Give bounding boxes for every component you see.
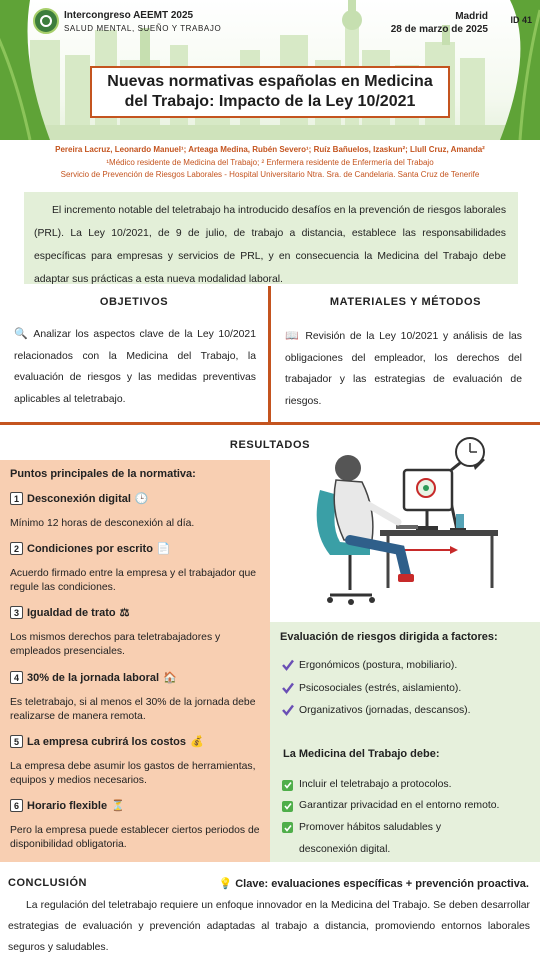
conclusion-block (8, 895, 530, 958)
check-icon (282, 704, 294, 716)
author-names: Pereira Lacruz, Leonardo Manuel¹; Arteaga Medina, Rubén Severo¹; Ruíz Bañuelos, Izaskun²; Llull Cruz, Amanda² (55, 145, 485, 154)
medicina-item-privacidad (282, 795, 532, 817)
conference-city: Madrid (455, 11, 488, 22)
book-icon: 📖 (285, 330, 301, 342)
introduction-box (24, 192, 518, 284)
point-title: La empresa cubrirá los costos (27, 735, 186, 748)
evaluacion-heading: Evaluación de riesgos dirigida a factores: (280, 631, 498, 643)
point-number: 3 (10, 606, 23, 619)
point-6-description: Pero la empresa puede establecer ciertos periodos de disponibilidad obligatoria. (10, 825, 260, 850)
section-divider-vertical (268, 286, 271, 422)
medicina-item-text: Promover hábitos saludables y desconexión digital. (299, 822, 442, 855)
lightbulb-icon: 💡 (218, 878, 233, 890)
point-number: 2 (10, 542, 23, 555)
metodos-text: Revisión de la Ley 10/2021 y análisis de las obligaciones del empleador, los derechos del trabajador y las estrategias de evaluación de riesgos. (285, 331, 522, 407)
medicina-item-text: Incluir el teletrabajo a protocolos. (299, 779, 452, 790)
check-box-icon (282, 822, 293, 833)
point-2 (10, 542, 171, 555)
conclusion-title: CONCLUSIÓN (8, 877, 87, 889)
point-title: Desconexión digital (27, 492, 131, 505)
objetivos-text: Analizar los aspectos clave de la Ley 10/2021 relacionados con la Medicina del Trabajo, la evaluación de riesgos y las medidas preventivas aplicables al teletrabajo. (14, 329, 256, 405)
conference-date: 28 de marzo de 2025 (390, 24, 488, 35)
poster-title-line-1: Nuevas normativas españolas en Medicina (107, 73, 433, 90)
point-4 (10, 671, 177, 684)
point-number: 1 (10, 492, 23, 505)
point-number: 6 (10, 799, 23, 812)
point-1-description: Mínimo 12 horas de desconexión al día. (10, 518, 195, 529)
teleworker-desk-illustration (300, 430, 540, 616)
aeemt-logo (33, 8, 59, 34)
metodos-title: MATERIALES Y MÉTODOS (329, 296, 482, 308)
point-1 (10, 492, 149, 505)
check-icon (282, 659, 294, 671)
poster-title-line-2: del Trabajo: Impacto de la Ley 10/2021 (124, 93, 416, 110)
objetivos-title: OBJETIVOS (99, 296, 169, 308)
evaluacion-item-text: Organizativos (jornadas, descansos). (299, 704, 471, 716)
introduction-text: El incremento notable del teletrabajo ha introducido desafíos en la prevención de riesgos laborales (PRL). La Ley 10/2021, de 9 de julio, de trabajo a distancia, establece las responsabilidades específicas para empresas y servicios de PRL, y en consecuencia la Medicina del Trabajo debe adaptar sus prácticas a esta nueva modalidad laboral. (34, 205, 507, 285)
metodos-block (285, 326, 522, 412)
section-divider-horizontal (0, 422, 540, 425)
clock-icon: 🕒 (134, 493, 149, 505)
point-4-description: Es teletrabajo, si al menos el 30% de la jornada debe realizarse de manera remota. (10, 697, 256, 722)
point-3-description: Los mismos derechos para teletrabajadores y empleados presenciales. (10, 632, 221, 657)
conference-title: Intercongreso AEEMT 2025 (64, 10, 194, 21)
authors-block (0, 144, 540, 182)
point-3 (10, 606, 130, 619)
point-number: 5 (10, 735, 23, 748)
evaluacion-item-organizativos (282, 704, 471, 716)
point-title: 30% de la jornada laboral (27, 671, 160, 684)
medicina-heading: La Medicina del Trabajo debe: (283, 748, 440, 760)
resultados-title: RESULTADOS (229, 439, 311, 451)
document-icon: 📄 (156, 543, 171, 555)
money-bag-icon: 💰 (189, 736, 204, 748)
point-5 (10, 735, 204, 748)
check-icon (282, 682, 294, 694)
point-6 (10, 799, 125, 812)
house-icon: 🏠 (163, 672, 177, 684)
check-box-icon (282, 801, 293, 812)
evaluacion-item-psicosociales (282, 682, 461, 694)
point-2-description: Acuerdo firmado entre la empresa y el trabajador que regule las condiciones. (10, 568, 257, 593)
poster-header (0, 0, 540, 140)
point-title: Horario flexible (27, 799, 108, 812)
evaluacion-item-text: Ergonómicos (postura, mobiliario). (299, 659, 458, 671)
point-title: Igualdad de trato (27, 606, 116, 619)
author-affiliation-1: ¹Médico residente de Medicina del Trabajo; ² Enfermera residente de Enfermería del Trabajo (106, 157, 434, 167)
point-5-description: La empresa debe asumir los gastos de herramientas, equipos y medios necesarios. (10, 761, 256, 786)
poster-id: ID 41 (510, 15, 532, 25)
scales-icon: ⚖ (119, 607, 130, 619)
objetivos-block (14, 324, 256, 410)
point-number: 4 (10, 671, 23, 684)
point-title: Condiciones por escrito (27, 542, 153, 555)
key-message (218, 877, 529, 890)
check-box-icon (282, 780, 293, 791)
evaluacion-item-text: Psicosociales (estrés, aislamiento). (299, 682, 462, 694)
conclusion-text: La regulación del teletrabajo requiere un enfoque innovador en la Medicina del Trabajo. Se deben desarrollar estrategias de evaluación y prevención adaptadas al trabajo a distancia, promoviendo entornos laborales seguros y saludables. (8, 900, 530, 953)
normativa-heading: Puntos principales de la normativa: (10, 468, 196, 480)
medicina-item-protocolos (282, 774, 532, 796)
key-message-text: Clave: evaluaciones específicas + prevención proactiva. (235, 878, 529, 890)
author-affiliation-2: Servicio de Prevención de Riesgos Laborales - Hospital Universitario Ntra. Sra. de Candelaria. Santa Cruz de Tenerife (60, 170, 480, 179)
conference-subtitle: SALUD MENTAL, SUEÑO Y TRABAJO (64, 24, 222, 33)
evaluacion-item-ergonomicos (282, 659, 457, 671)
poster-title (90, 66, 450, 118)
medicina-item-text: Garantizar privacidad en el entorno remoto. (299, 800, 500, 811)
hourglass-icon: ⏳ (111, 800, 125, 812)
medicina-item-habitos (282, 817, 482, 861)
magnifier-icon: 🔍 (14, 328, 30, 340)
